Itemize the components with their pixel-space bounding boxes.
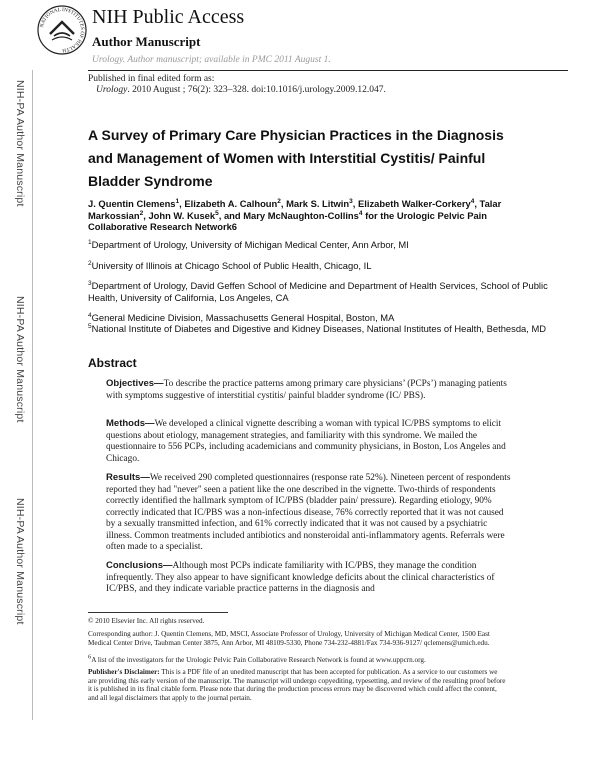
author-affil-num: 1	[175, 197, 180, 205]
sidebar-divider	[32, 70, 33, 720]
affiliation	[88, 260, 558, 272]
abstract-objectives	[106, 378, 512, 402]
copyright-note: © 2010 Elsevier Inc. All rights reserved.	[88, 617, 205, 625]
author-list	[88, 198, 548, 233]
investigators-note	[88, 653, 508, 665]
affiliation	[88, 280, 558, 303]
sidebar-label-top: NIH-PA Author Manuscript	[14, 80, 26, 207]
disclaimer-label: Publisher's Disclaimer:	[88, 668, 160, 676]
author-affil-num: 3	[349, 197, 353, 205]
title-line: A Survey of Primary Care Physician Practices in the Diagnosis	[88, 127, 504, 143]
author: Elizabeth A. Calhoun	[184, 198, 278, 209]
abstract-conclusions	[106, 560, 512, 596]
author-separator: ,	[143, 209, 149, 221]
journal-name: Urology	[96, 85, 128, 95]
affiliation-text: General Medicine Division, Massachusetts General Hospital, Boston, MA	[91, 312, 395, 323]
logo-ring-text: NATIONAL INSTITUTES OF HEALTH	[39, 6, 86, 54]
title-line: and Management of Women with Interstitial Cystitis/ Painful	[88, 150, 486, 166]
section-label: Objectives—	[106, 378, 164, 389]
citation-line	[96, 85, 386, 95]
nih-logo	[36, 4, 88, 56]
affiliation-text: National Institute of Diabetes and Digestive and Kidney Diseases, National Institutes of Health, Bethesda, MD	[91, 323, 547, 334]
affiliation-num: 4	[88, 311, 92, 319]
header-title: NIH Public Access	[92, 6, 245, 28]
correspondence-note: Corresponding author: J. Quentin Clemens, MD, MSCI, Associate Professor of Urology, University of Michigan Medical Center, 1500 East Medical Center Drive, Taubman Center 3875, Ann Arbor, MI 48109-5330, Phone 734-232-4881/Fax 734-936-9127/ qclemens@umich.edu.	[88, 630, 490, 647]
author-affil-num: 2	[139, 209, 144, 217]
section-label: Methods—	[106, 418, 155, 429]
author: Elizabeth Walker-Corkery	[357, 198, 471, 209]
author-separator: ,	[280, 198, 287, 209]
abstract-methods	[106, 418, 512, 465]
author: J. Quentin Clemens	[88, 198, 176, 209]
abstract-results	[106, 472, 512, 554]
affiliation	[88, 323, 558, 335]
section-label: Conclusions—	[106, 560, 173, 571]
affiliation-text: University of Illinois at Chicago School of Public Health, Chicago, IL	[91, 260, 372, 271]
svg-text:NATIONAL INSTITUTES OF HEALTH	[39, 7, 85, 53]
footnote-text: A list of the investigators for the Urologic Pelvic Pain Collaborative Research Network is found at www.uppcrn.org.	[91, 656, 426, 664]
footnote-divider	[88, 612, 228, 613]
author: John W. Kusek	[148, 209, 216, 221]
affiliation-num: 3	[88, 279, 92, 287]
sidebar-label-middle: NIH-PA Author Manuscript	[14, 296, 26, 423]
author-affil-num: 5	[215, 209, 219, 217]
disclaimer-text: This is a PDF file of an unedited manuscript that has been accepted for publication. As a service to our customers we are providing this early version of the manuscript. The manuscript will undergo copyediting, typesetting, and review of the resulting proof before it is published in its final citable form. Please note that during the production process errors may be discovered which could affect the content, and all legal disclaimers that apply to the journal pertain.	[88, 668, 506, 702]
author: Talar Markossian	[88, 198, 502, 221]
affiliation	[88, 312, 558, 324]
affiliation-text: Department of Urology, David Geffen School of Medicine and Department of Health Services, School of Public Health, University of California, Los Angeles, CA	[88, 280, 548, 303]
section-text: To describe the practice patterns among primary care physicians’ (PCPs’) managing patients with symptoms suggestive of interstitial cystitis/ painful bladder syndrome (IC/ PBS).	[106, 379, 507, 401]
author-affil-num: 4	[358, 209, 363, 217]
author-separator: ,	[179, 198, 185, 209]
affiliation	[88, 239, 558, 251]
author-affil-num: 2	[277, 197, 281, 205]
section-text: We received 290 completed questionnaires (response rate 52%). Nineteen percent of respondents reported they had "never" seen a patient like the one described in the vignette. Two-thirds of respondents correctly identified the hallmark symptom of IC/PBS (bladder pain/ pressure). Regarding etiology, 90% correctly indicated that IC/PBS was a non-infectious disease, 76% correctly reported that it was not caused by a sexually transmitted infection, and 61% correctly indicated that it was not caused by a psychiatric illness. Common treatments included antibiotics and nonsteroidal anti-inflammatory agents. Referrals were often made to a specialist.	[106, 473, 511, 552]
author-affil-num: 4	[470, 197, 475, 205]
section-text: Although most PCPs indicate familiarity with IC/PBS, they manage the condition infrequently. They also appear to have significant knowledge deficits about the clinical characteristics of IC/PBS, and they indicate variable practice patterns in the diagnosis and	[106, 561, 495, 594]
affiliation-num: 5	[88, 322, 92, 330]
affiliation-num: 1	[88, 238, 92, 246]
citation-details: . 2010 August ; 76(2): 323–328. doi:10.1016/j.urology.2009.12.047.	[127, 85, 386, 95]
author-separator: ,	[474, 198, 480, 209]
author: Mark S. Litwin	[286, 198, 350, 209]
abstract-heading: Abstract	[88, 356, 137, 370]
publisher-disclaimer	[88, 668, 508, 702]
section-label: Results—	[106, 472, 150, 483]
published-line: Published in final edited form as:	[88, 74, 215, 84]
availability-note: Urology. Author manuscript; available in PMC 2011 August 1.	[92, 55, 331, 65]
title-line: Bladder Syndrome	[88, 173, 213, 189]
sidebar-label-bottom: NIH-PA Author Manuscript	[14, 498, 26, 625]
author-separator: ,	[352, 198, 358, 209]
author-group: for the Urologic Pelvic Pain Collaborative Research Network6	[88, 209, 488, 232]
footnote-num: 6	[88, 653, 92, 661]
author-separator: , and	[218, 209, 244, 221]
article-title	[88, 124, 528, 193]
header-subtitle: Author Manuscript	[92, 34, 201, 49]
affiliation-text: Department of Urology, University of Michigan Medical Center, Ann Arbor, MI	[91, 239, 409, 250]
header-divider	[88, 70, 568, 71]
section-text: We developed a clinical vignette describing a woman with typical IC/PBS symptoms to elicit questions about etiology, management strategies, and familiarity with this syndrome. We mailed the questionnaire to 556 PCPs, including academicians and community physicians, in Boston, Los Angeles and Chicago.	[106, 419, 506, 464]
affiliation-num: 2	[88, 259, 92, 267]
author: Mary McNaughton-Collins	[243, 209, 359, 221]
